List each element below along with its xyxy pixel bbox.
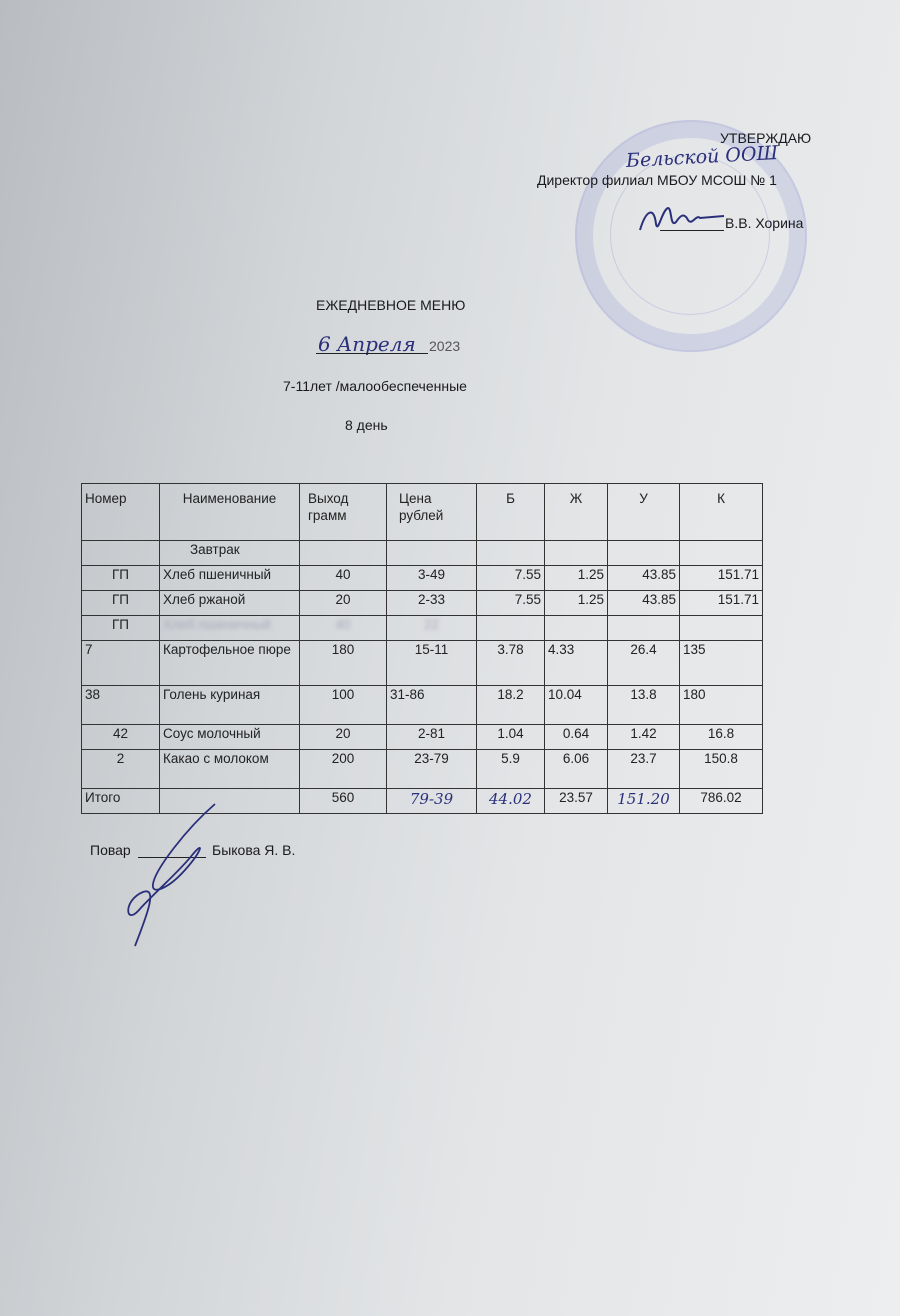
cell-u: 13.8: [608, 686, 680, 725]
cell-b: 5.9: [477, 750, 545, 789]
table-row: [82, 686, 763, 725]
section-label: Завтрак: [160, 541, 300, 566]
age-group: 7-11лет /малообеспеченные: [283, 378, 467, 394]
day-number: 8 день: [345, 417, 388, 433]
cell-b: 18.2: [477, 686, 545, 725]
section-row: [82, 541, 763, 566]
cell-k: 151.71: [680, 591, 763, 616]
handwritten-date: 6 Апреля: [318, 332, 416, 356]
column-header: Ж: [545, 484, 608, 541]
date-underline: [316, 353, 428, 354]
menu-table: [81, 483, 763, 814]
cell-b: 7.55: [477, 566, 545, 591]
cell-num: 38: [82, 686, 160, 725]
cell-out: 100: [300, 686, 387, 725]
total-out: 560: [300, 789, 387, 814]
cell-name: Соус молочный: [160, 725, 300, 750]
cell-b: 7.55: [477, 591, 545, 616]
cell-zh: 6.06: [545, 750, 608, 789]
menu-title: ЕЖЕДНЕВНОЕ МЕНЮ: [316, 297, 466, 313]
table-row: [82, 750, 763, 789]
handwritten-school-name: Бельской ООШ: [625, 142, 779, 172]
cell-out: 200: [300, 750, 387, 789]
table-row: [82, 591, 763, 616]
cell-price: 31-86: [387, 686, 477, 725]
table-header-row: [82, 484, 763, 541]
cell-num: ГП: [82, 616, 160, 641]
cell-u: 26.4: [608, 641, 680, 686]
approval-title: УТВЕРЖДАЮ: [720, 130, 812, 146]
column-header: Наименование: [160, 484, 300, 541]
director-name: В.В. Хорина: [725, 215, 804, 231]
cell-u: 1.42: [608, 725, 680, 750]
cell-out: 20: [300, 725, 387, 750]
cell-zh: 4.33: [545, 641, 608, 686]
table-row: [82, 725, 763, 750]
cell-out: 40: [300, 566, 387, 591]
column-header: У: [608, 484, 680, 541]
cell-b: 1.04: [477, 725, 545, 750]
cell-price-erased: 22: [387, 616, 477, 641]
cell-zh: 10.04: [545, 686, 608, 725]
total-k: 786.02: [680, 789, 763, 814]
cell-price: 2-33: [387, 591, 477, 616]
cook-label: Повар: [90, 842, 131, 858]
date-year: 2023: [429, 338, 461, 354]
table-row: [82, 641, 763, 686]
cell-num: ГП: [82, 566, 160, 591]
cell-name: Хлеб пшеничный: [160, 566, 300, 591]
cell-u: 23.7: [608, 750, 680, 789]
cell-k: 151.71: [680, 566, 763, 591]
total-price-handwritten: 79-39: [387, 789, 477, 814]
cell-name: Какао с молоком: [160, 750, 300, 789]
cell-name: Хлеб ржаной: [160, 591, 300, 616]
cell-out-erased: 40: [300, 616, 387, 641]
column-header: Цена рублей: [387, 484, 477, 541]
cell-zh: 1.25: [545, 591, 608, 616]
cell-name: Голень куриная: [160, 686, 300, 725]
cell-b: 3.78: [477, 641, 545, 686]
cook-name: Быкова Я. В.: [212, 842, 296, 858]
table-row: [82, 566, 763, 591]
cell-out: 20: [300, 591, 387, 616]
total-zh: 23.57: [545, 789, 608, 814]
cell-out: 180: [300, 641, 387, 686]
director-signature: [636, 200, 731, 240]
cell-num: 42: [82, 725, 160, 750]
cell-price: 2-81: [387, 725, 477, 750]
total-u-handwritten: 151.20: [608, 789, 680, 814]
column-header: Выход грамм: [300, 484, 387, 541]
cell-num: ГП: [82, 591, 160, 616]
cell-num: 7: [82, 641, 160, 686]
cell-k: 150.8: [680, 750, 763, 789]
cell-price: 3-49: [387, 566, 477, 591]
cell-u: 43.85: [608, 566, 680, 591]
column-header: Номер: [82, 484, 160, 541]
cell-price: 15-11: [387, 641, 477, 686]
cell-name: Картофельное пюре: [160, 641, 300, 686]
cell-k: 180: [680, 686, 763, 725]
table-row-erased: [82, 616, 763, 641]
total-label: Итого: [82, 789, 160, 814]
cell-k: 135: [680, 641, 763, 686]
cell-u: 43.85: [608, 591, 680, 616]
cell-zh: 0.64: [545, 725, 608, 750]
cell-price: 23-79: [387, 750, 477, 789]
total-b-handwritten: 44.02: [477, 789, 545, 814]
cook-signature: [115, 800, 225, 950]
cell-zh: 1.25: [545, 566, 608, 591]
cell-name-erased: Хлеб пшеничный: [160, 616, 300, 641]
column-header: Б: [477, 484, 545, 541]
cell-k: 16.8: [680, 725, 763, 750]
director-signature-line: [660, 230, 724, 231]
column-header: К: [680, 484, 763, 541]
cell-num: 2: [82, 750, 160, 789]
director-line: Директор филиал МБОУ МСОШ № 1: [537, 172, 777, 188]
